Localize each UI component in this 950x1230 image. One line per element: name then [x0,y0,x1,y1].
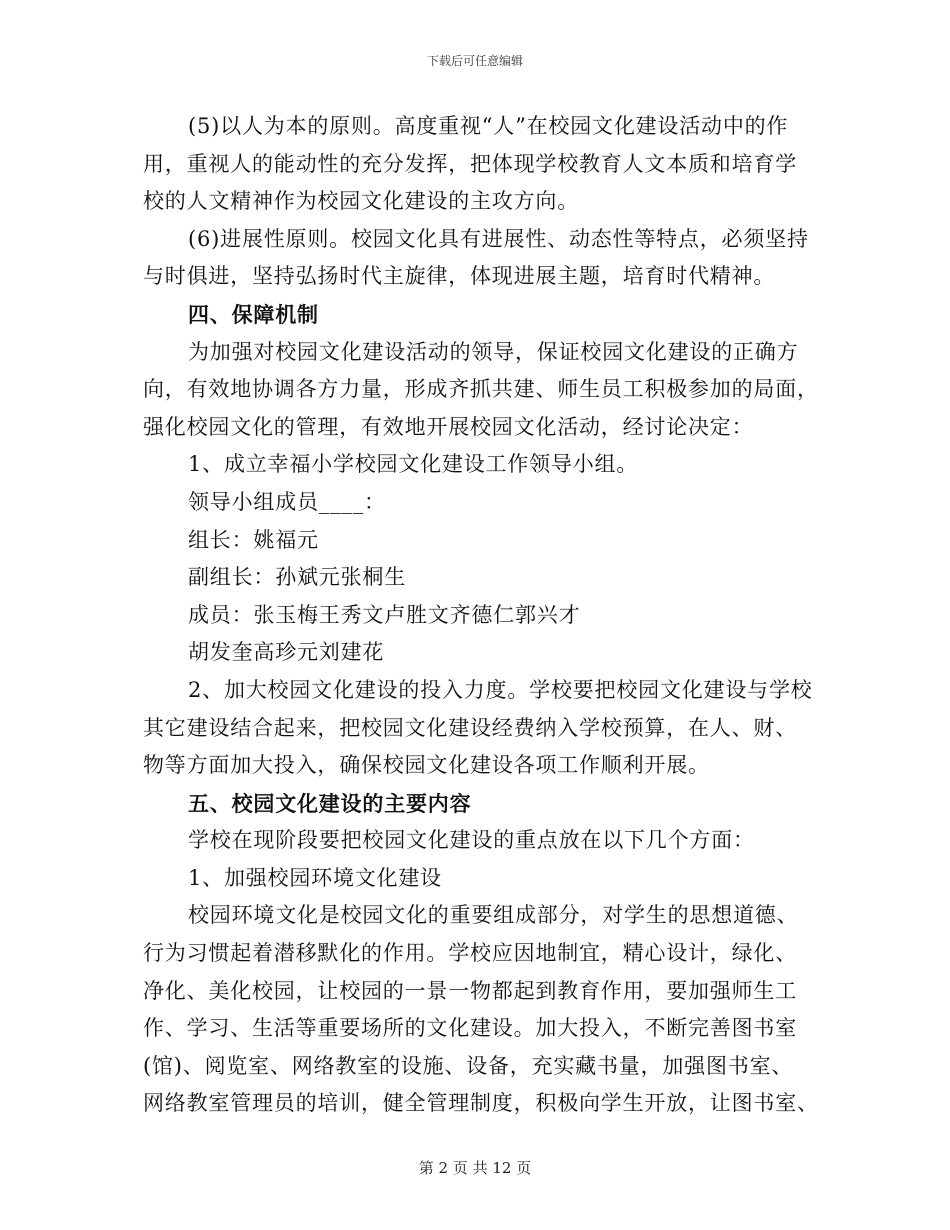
paragraph-line: 其它建设结合起来，把校园文化建设经费纳入学校预算，在人、财、 [143,715,797,740]
paragraph-line: 净化、美化校园，让校园的一景一物都起到教育作用，要加强师生工 [143,978,797,1003]
paragraph-line: 1、成立幸福小学校园文化建设工作领导小组。 [188,452,639,477]
paragraph-line: 副组长：孙斌元张桐生 [188,565,406,590]
paragraph-line: 与时俱进，坚持弘扬时代主旋律，体现进展主题，培育时代精神。 [143,264,776,289]
paragraph-line: 网络教室管理员的培训，健全管理制度，积极向学生开放，让图书室、 [143,1091,819,1116]
paragraph-line: 为加强对校园文化建设活动的领导，保证校园文化建设的正确方 [188,339,799,364]
section-heading: 五、校园文化建设的主要内容 [188,790,472,816]
paragraph-line: 校的人文精神作为校园文化建设的主攻方向。 [143,189,579,214]
paragraph-line: (5)以人为本的原则。高度重视“人”在校园文化建设活动中的作 [188,114,789,138]
paragraph-line: 向，有效地协调各方力量，形成齐抓共建、师生员工积极参加的局面， [143,377,819,402]
paragraph-line: 学校在现阶段要把校园文化建设的重点放在以下几个方面： [188,828,755,853]
page-number: 第 2 页 共 12 页 [418,1159,532,1177]
paragraph-line: 1、加强校园环境文化建设 [188,865,442,890]
paragraph-line: 成员：张玉梅王秀文卢胜文齐德仁郭兴才 [188,602,581,627]
page-header-note: 下载后可任意编辑 [426,54,523,68]
section-heading: 四、保障机制 [188,301,319,327]
paragraph-line: 作、学习、生活等重要场所的文化建设。加大投入，不断完善图书室 [143,1016,797,1041]
paragraph-line: 2、加大校园文化建设的投入力度。学校要把校园文化建设与学校 [188,677,813,702]
paragraph-line: 强化校园文化的管理，有效地开展校园文化活动，经讨论决定： [143,414,754,439]
paragraph-line: 物等方面加大投入，确保校园文化建设各项工作顺利开展。 [143,753,710,778]
paragraph-line: (6)进展性原则。校园文化具有进展性、动态性等特点，必须坚持 [188,226,809,251]
paragraph-line: 用，重视人的能动性的充分发挥，把体现学校教育人文本质和培育学 [143,151,797,176]
paragraph-line: 胡发奎高珍元刘建花 [188,640,385,665]
paragraph-line: 行为习惯起着潜移默化的作用。学校应因地制宜，精心设计，绿化、 [143,941,797,966]
document-body [143,108,823,1123]
paragraph-line: 校园环境文化是校园文化的重要组成部分，对学生的思想道德、 [188,903,799,928]
paragraph-line: 领导小组成员____： [188,489,386,514]
paragraph-line: (馆)、阅览室、网络教室的设施、设备，充实藏书量，加强图书室、 [143,1053,794,1078]
paragraph-line: 组长：姚福元 [188,527,319,552]
